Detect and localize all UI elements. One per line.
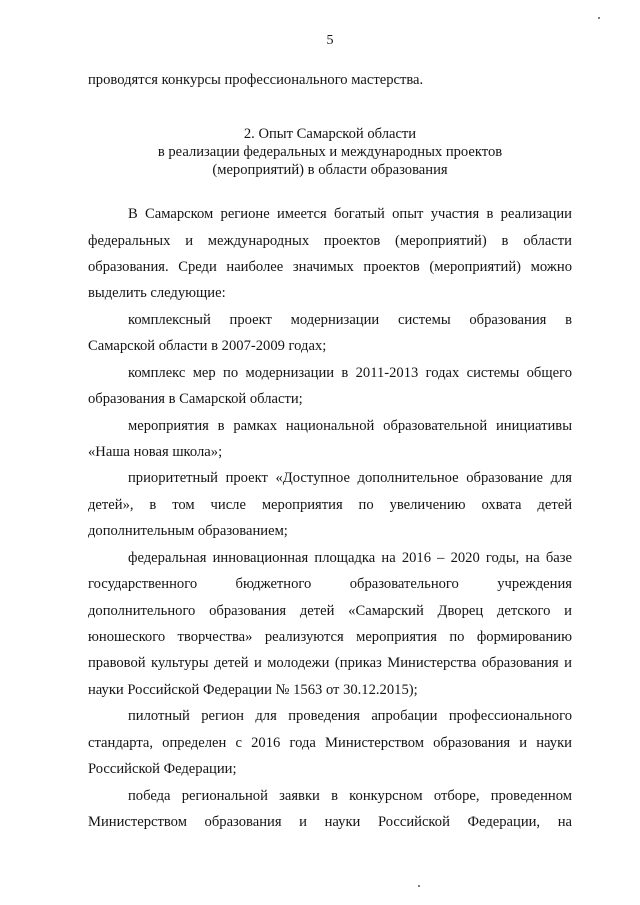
scan-speck — [418, 885, 420, 887]
paragraph-line: В Самарском регионе имеется богатый опыт участия в реализации — [128, 206, 572, 222]
section-heading-line: 2. Опыт Самарской области — [243, 126, 417, 142]
scan-speck — [598, 17, 600, 19]
list-item-line: приоритетный проект «Доступное дополнительное образование для — [128, 470, 572, 486]
section-heading-line: в реализации федеральных и международных проектов — [157, 144, 503, 160]
paragraph-line: федеральных и международных проектов (мероприятий) в области — [88, 233, 572, 249]
list-item-line: пилотный регион для проведения апробации профессионального — [128, 708, 572, 724]
list-item-line: дополнительным образованием; — [88, 523, 288, 539]
list-item-line: стандарта, определен с 2016 года Министерством образования и науки — [88, 735, 572, 751]
list-item-line: комплексный проект модернизации системы образования в — [128, 312, 572, 328]
list-item-line: комплекс мер по модернизации в 2011-2013 годах системы общего — [128, 365, 572, 381]
list-item-line: детей», в том числе мероприятия по увеличению охвата детей — [88, 497, 572, 513]
list-item-line: Российской Федерации; — [88, 761, 237, 777]
list-item-line: науки Российской Федерации № 1563 от 30.12.2015); — [88, 682, 418, 698]
list-item-line: юношеского творчества» реализуются мероприятия по формированию — [88, 629, 572, 645]
list-item-line: «Наша новая школа»; — [88, 444, 223, 460]
list-item-line: Министерством образования и науки Российской Федерации, на — [88, 814, 572, 830]
paragraph-line: образования. Среди наиболее значимых проектов (мероприятий) можно — [88, 259, 572, 275]
page-number: 5 — [326, 33, 334, 48]
list-item-line: мероприятия в рамках национальной образовательной инициативы — [128, 418, 572, 434]
list-item-line: дополнительного образования детей «Самарский Дворец детского и — [88, 603, 572, 619]
intro-line: проводятся конкурсы профессионального мастерства. — [88, 72, 424, 88]
list-item-line: правовой культуры детей и молодежи (приказ Министерства образования и — [88, 655, 572, 671]
list-item-line: Самарской области в 2007-2009 годах; — [88, 338, 327, 354]
list-item-line: федеральная инновационная площадка на 2016 – 2020 годы, на базе — [128, 550, 572, 566]
list-item-line: победа региональной заявки в конкурсном отборе, проведенном — [128, 788, 572, 804]
list-item-line: государственного бюджетного образовательного учреждения — [88, 576, 572, 592]
list-item-line: образования в Самарской области; — [88, 391, 303, 407]
paragraph-line: выделить следующие: — [88, 285, 226, 301]
section-heading-line: (мероприятий) в области образования — [212, 162, 448, 178]
